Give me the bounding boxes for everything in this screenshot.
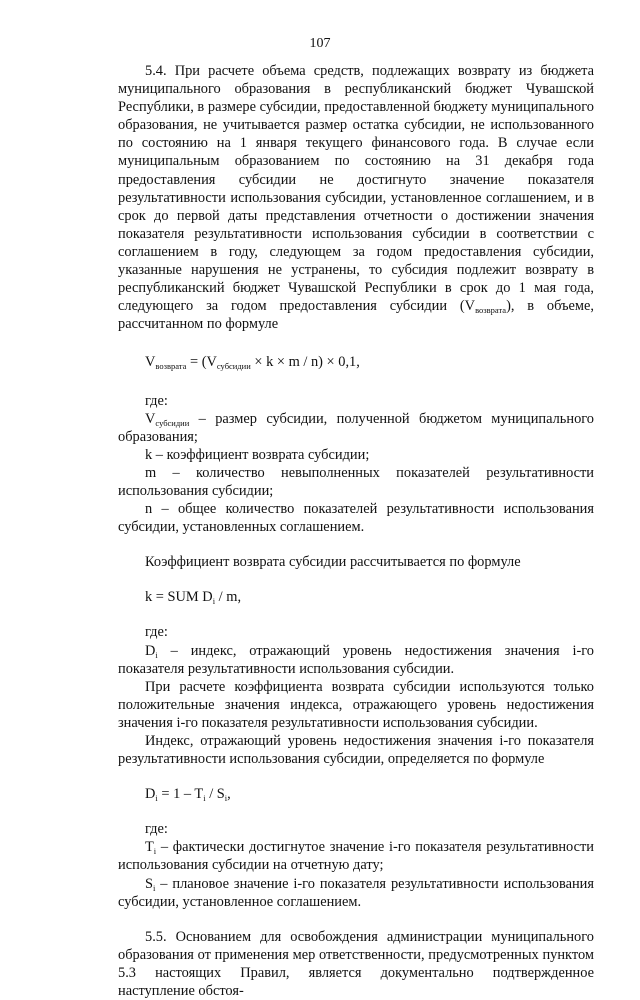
paragraph-positive-values: При расчете коэффициента возврата субсидии используются только положительные значения индекса, отражающего уровень недостижения значения i-го показателя результативности использования субсидии. — [118, 678, 594, 731]
where-label: где: — [145, 392, 168, 409]
definition-t: $T_i$ – фактически достигнутое значение i-го показателя результативности использования субсидии на отчетную дату; — [118, 839, 594, 874]
formula-index: $D_i = 1 - T_i / S_i$, — [145, 786, 231, 804]
where-label: где: — [145, 624, 168, 641]
page-number: 107 — [309, 36, 331, 51]
formula-return-volume: $V_{возврата} = (V_{субсидии} \times k \times m / n) \times 0,1$, — [145, 354, 360, 372]
formula-coefficient: k = SUM $D_i$ / m, — [145, 589, 242, 607]
definition-d: $D_i$ – индекс, отражающий уровень недостижения значения i-го показателя результативности использования субсидии. — [118, 642, 594, 677]
definition-n: n – общее количество показателей результативности использования субсидии, установленных соглашением. — [118, 501, 594, 536]
definition-s: $S_i$ – плановое значение i-го показателя результативности использования субсидии, установленное соглашением. — [118, 875, 594, 910]
definition-v-subsidy: $V_{субсидии}$ – размер субсидии, полученной бюджетом муниципального образования; — [118, 410, 594, 445]
definition-k: k – коэффициент возврата субсидии; — [145, 446, 370, 463]
where-label: где: — [145, 821, 168, 838]
coefficient-intro: Коэффициент возврата субсидии рассчитывается по формуле — [145, 554, 521, 571]
paragraph-5-4: 5.4. При расчете объема средств, подлежащих возврату из бюджета муниципального образования в республиканский бюджет Чувашской Республики, в размере субсидии, предоставленной бюджету муниципального образования, не учитывается размер остатка субсидии, не использованного по состоянию на 1 января текущего финансового года. В случае если муниципальным образованием по состоянию на 31 декабря года предоставления субсидии не достигнуто значение показателя результативности использования субсидии, установленное соглашением, и в срок до первой даты представления отчетности о достижении значения показателя результативности использования субсидии в соответствии с соглашением в году, следующем за годом предоставления субсидии, указанные нарушения не устранены, то субсидия подлежит возврату в республиканский бюджет Чувашской Республики в срок до 1 мая года, следующего за годом предоставления субсидии $(V_{возврата})$, в объеме, рассчитанном по формуле — [118, 63, 594, 333]
definition-m: m – количество невыполненных показателей результативности использования субсидии; — [118, 464, 594, 499]
document-body — [118, 62, 594, 1000]
paragraph-index: Индекс, отражающий уровень недостижения значения i-го показателя результативности использования субсидии, определяется по формуле — [118, 733, 594, 768]
paragraph-5-5: 5.5. Основанием для освобождения администрации муниципального образования от применения мер ответственности, предусмотренных пунктом 5.3 настоящих Правил, является документально подтвержденное наступление обстоя- — [118, 928, 594, 1000]
